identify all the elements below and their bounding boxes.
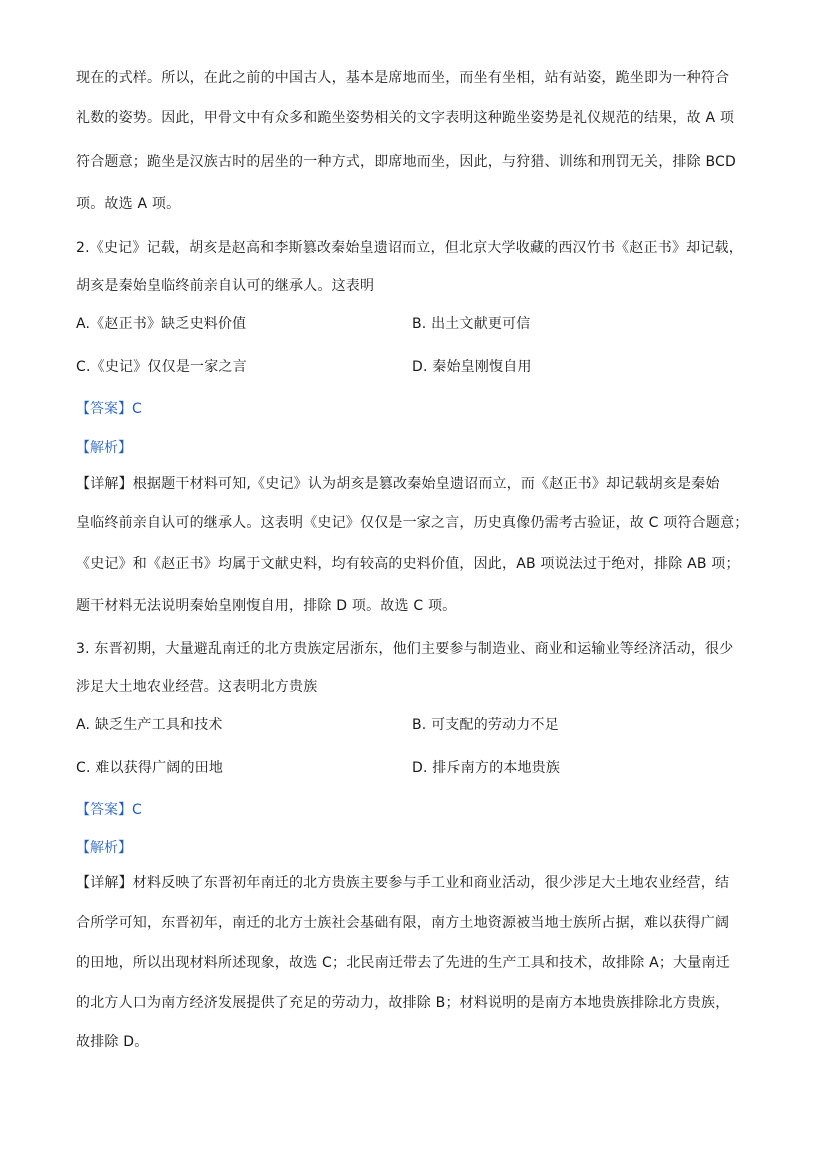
prev-explanation-line-3: 符合题意；跪坐是汉族古时的居坐的一种方式，即席地而坐，因此，与狩猎、训练和刑罚无关，排除 BCD [76,154,736,170]
q2-answer: 【答案】C [76,401,142,417]
q3-option-a: A. 缺乏生产工具和技术 [76,717,223,733]
q2-detail-line-1: 【详解】根据题干材料可知,《史记》认为胡亥是篡改秦始皇遗诏而立，而《赵正书》却记载胡亥是秦始 [76,476,720,492]
prev-explanation-line-4: 项。故选 A 项。 [76,196,181,212]
q2-option-a: A.《赵正书》缺乏史料价值 [76,316,247,332]
q2-option-b: B. 出土文献更可信 [412,316,531,332]
q3-analysis-label: 【解析】 [76,840,132,856]
q3-detail-line-5: 故排除 D。 [76,1034,149,1050]
q3-detail-line-4: 的北方人口为南方经济发展提供了充足的劳动力，故排除 B；材料说明的是南方本地贵族排除北方贵族， [76,995,730,1011]
q2-stem-line-1: 2.《史记》记载，胡亥是赵高和李斯篡改秦始皇遗诏而立，但北京大学收藏的西汉竹书《赵正书》却记载， [76,240,743,256]
q2-option-c: C.《史记》仅仅是一家之言 [76,359,247,375]
prev-explanation-line-1: 现在的式样。所以，在此之前的中国古人，基本是席地而坐，而坐有坐相，站有站姿，跪坐即为一种符合 [76,70,730,86]
q2-stem-line-2: 胡亥是秦始皇临终前亲自认可的继承人。这表明 [76,278,375,294]
q3-detail-line-2: 合所学可知，东晋初年，南迁的北方士族社会基础有限，南方土地资源被当地士族所占据，难以获得广阔 [76,915,730,931]
q3-detail-line-1: 【详解】材料反映了东晋初年南迁的北方贵族主要参与手工业和商业活动，很少涉足大土地农业经营，结 [76,875,730,891]
q3-option-c: C. 难以获得广阔的田地 [76,760,224,776]
q3-stem-line-2: 涉足大土地农业经营。这表明北方贵族 [76,679,318,695]
q3-stem-line-1: 3. 东晋初期，大量避乱南迁的北方贵族定居浙东，他们主要参与制造业、商业和运输业等经济活动，很少 [76,641,734,657]
q3-option-d: D. 排斥南方的本地贵族 [412,760,561,776]
q2-analysis-label: 【解析】 [76,440,132,456]
q3-detail-line-3: 的田地，所以出现材料所述现象，故选 C；北民南迁带去了先进的生产工具和技术，故排除 A；大量南迁 [76,955,730,971]
q2-detail-line-4: 题干材料无法说明秦始皇刚愎自用，排除 D 项。故选 C 项。 [76,598,457,614]
q2-option-d: D. 秦始皇刚愎自用 [412,359,532,375]
q3-answer: 【答案】C [76,802,142,818]
prev-explanation-line-2: 礼数的姿势。因此，甲骨文中有众多和跪坐姿势相关的文字表明这种跪坐姿势是礼仪规范的结果，故 A 项 [76,110,735,126]
q3-option-b: B. 可支配的劳动力不足 [412,717,559,733]
q2-detail-line-2: 皇临终前亲自认可的继承人。这表明《史记》仅仅是一家之言，历史真像仍需考古验证，故 C 项符合题意； [76,515,749,531]
q2-detail-line-3: 《史记》和《赵正书》均属于文献史料，均有较高的史料价值，因此，AB 项说法过于绝对，排除 AB 项； [76,556,740,572]
